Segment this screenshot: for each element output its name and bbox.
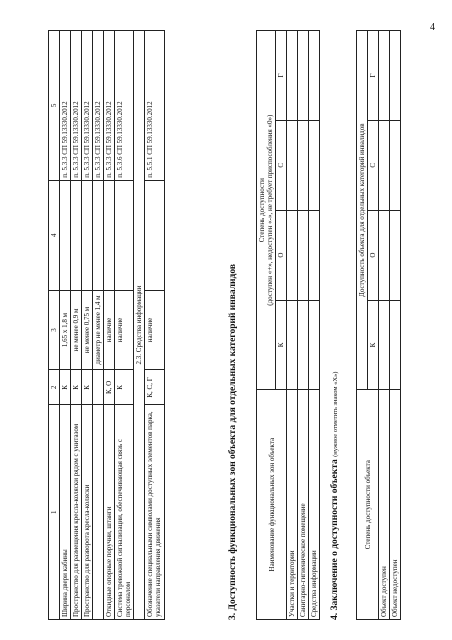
table-cell xyxy=(379,31,390,121)
conclusion-table xyxy=(356,30,401,620)
table-cell: наличие xyxy=(104,290,115,370)
section-3-heading: 3. Доступность функциональных зон объекта для отдельных категорий инвалидов xyxy=(228,264,238,620)
category-s-header: С xyxy=(276,120,287,210)
table-row xyxy=(390,31,401,620)
table-cell xyxy=(287,120,298,210)
table-cell xyxy=(379,210,390,300)
table-cell: Система тревожной сигнализации, обеспечивающая связь с персоналом xyxy=(115,405,134,620)
table-cell: К, С, Г xyxy=(145,370,164,405)
table-cell: п. 5.3.3 СП 59.13330.2012 xyxy=(71,31,82,181)
table-row xyxy=(104,31,115,620)
accessibility-degree-header: Степень доступности объекта xyxy=(357,390,379,620)
table-cell: наличие xyxy=(115,290,134,370)
table-cell xyxy=(298,120,309,210)
table-section-row xyxy=(134,31,145,620)
table-row xyxy=(309,31,320,620)
table-cell: п. 5.3.3 СП 59.13330.2012 xyxy=(93,31,104,181)
group-header-subtitle: (доступен «+», недоступен «-», не требует приспособления «0») xyxy=(266,114,275,306)
table-row xyxy=(71,31,82,620)
table-cell xyxy=(379,120,390,210)
table-cell xyxy=(390,210,401,300)
table-cell: диаметр не менее 1,4 м xyxy=(93,290,104,370)
table-cell: Ширина двери кабины xyxy=(60,405,71,620)
table-cell: К xyxy=(60,370,71,405)
table-row xyxy=(298,31,309,620)
section-4-note: (нужное отметить знаком «Х») xyxy=(332,371,339,457)
functional-zones-table xyxy=(256,30,320,620)
rotated-page-content xyxy=(18,30,438,620)
table-cell: Откидные опорные поручни, штанги xyxy=(104,405,115,620)
page-number: 4 xyxy=(430,22,435,33)
table-cell xyxy=(309,31,320,121)
table-cell xyxy=(287,31,298,121)
group-header-title: Степень доступности xyxy=(258,178,266,243)
category-g-header: Г xyxy=(368,31,379,121)
table-cell xyxy=(71,180,82,290)
table-cell: не менее 0,75 м xyxy=(82,290,93,370)
table-header-row xyxy=(49,31,60,620)
table-header-cell: 2 xyxy=(49,370,60,405)
table-header-cell: 3 xyxy=(49,290,60,370)
section-4-title: 4. Заключение о доступности объекта xyxy=(330,459,340,620)
category-k-header: К xyxy=(276,300,287,390)
category-k-header: К xyxy=(368,300,379,390)
table-cell xyxy=(309,120,320,210)
table-cell: п. 5.3.3 СП 59.13330.2012 xyxy=(104,31,115,181)
table-cell xyxy=(390,300,401,390)
table-cell xyxy=(115,180,134,290)
table-section-label: 2.3. Средства информации xyxy=(134,31,145,620)
table-header-cell: 4 xyxy=(49,180,60,290)
table-row xyxy=(60,31,71,620)
category-s-header: С xyxy=(368,120,379,210)
table-cell xyxy=(390,120,401,210)
table-header-cell: 1 xyxy=(49,405,60,620)
table-cell: п. 5.3.3 СП 59.13330.2012 xyxy=(82,31,93,181)
table-cell: Пространство для размещения кресла-коляски рядом с унитазом xyxy=(71,405,82,620)
table-cell: К xyxy=(71,370,82,405)
category-o-header: О xyxy=(368,210,379,300)
table-row xyxy=(82,31,93,620)
table-cell: К, О xyxy=(104,370,115,405)
section-4-heading xyxy=(330,372,340,620)
table-cell xyxy=(298,31,309,121)
table-header-row xyxy=(257,31,276,620)
table-cell: К xyxy=(115,370,134,405)
table-header-row xyxy=(357,31,368,620)
table-cell xyxy=(93,405,104,620)
table-cell xyxy=(298,300,309,390)
table-row xyxy=(379,31,390,620)
table-cell xyxy=(298,210,309,300)
table-cell xyxy=(104,180,115,290)
requirements-table xyxy=(48,30,165,620)
zones-column-header: Наименование функциональных зон объекта xyxy=(257,390,287,620)
table-cell xyxy=(60,180,71,290)
table-cell: п. 5.3.3 СП 59.13330.2012 xyxy=(60,31,71,181)
table-row xyxy=(115,31,134,620)
table-cell xyxy=(379,300,390,390)
category-group-header: Доступность объекта для отдельных категорий инвалидов xyxy=(357,31,368,390)
zone-name-cell: Санитарно-гигиеническое помещение xyxy=(298,390,309,620)
zone-name-cell: Средства информации xyxy=(309,390,320,620)
table-cell: не менее 0,9 м xyxy=(71,290,82,370)
table-cell: Обозначение специальными символами доступных элементов парка, указатели направления движения xyxy=(145,405,164,620)
table-row xyxy=(287,31,298,620)
table-header-cell: 5 xyxy=(49,31,60,181)
table-cell: 1,65 х 1,8 м xyxy=(60,290,71,370)
zone-name-cell: Участки и территории xyxy=(287,390,298,620)
table-cell: наличие xyxy=(145,290,164,370)
table-cell xyxy=(287,210,298,300)
category-g-header: Г xyxy=(276,31,287,121)
table-cell: К xyxy=(82,370,93,405)
table-cell xyxy=(390,31,401,121)
table-cell: Пространство для разворота кресла-коляски xyxy=(82,405,93,620)
table-cell xyxy=(145,180,164,290)
table-cell xyxy=(93,370,104,405)
table-cell xyxy=(93,180,104,290)
accessibility-group-header xyxy=(257,31,276,390)
conclusion-row-label: Объект недоступен xyxy=(390,390,401,620)
table-cell: п. 5.3.6 СП 59.13330.2012 xyxy=(115,31,134,181)
table-cell xyxy=(309,210,320,300)
table-cell: п. 5.5.1 СП 59.13330.2012 xyxy=(145,31,164,181)
table-cell xyxy=(287,300,298,390)
table-cell xyxy=(82,180,93,290)
table-row xyxy=(145,31,164,620)
table-cell xyxy=(309,300,320,390)
table-row xyxy=(93,31,104,620)
conclusion-row-label: Объект доступен xyxy=(379,390,390,620)
category-o-header: О xyxy=(276,210,287,300)
